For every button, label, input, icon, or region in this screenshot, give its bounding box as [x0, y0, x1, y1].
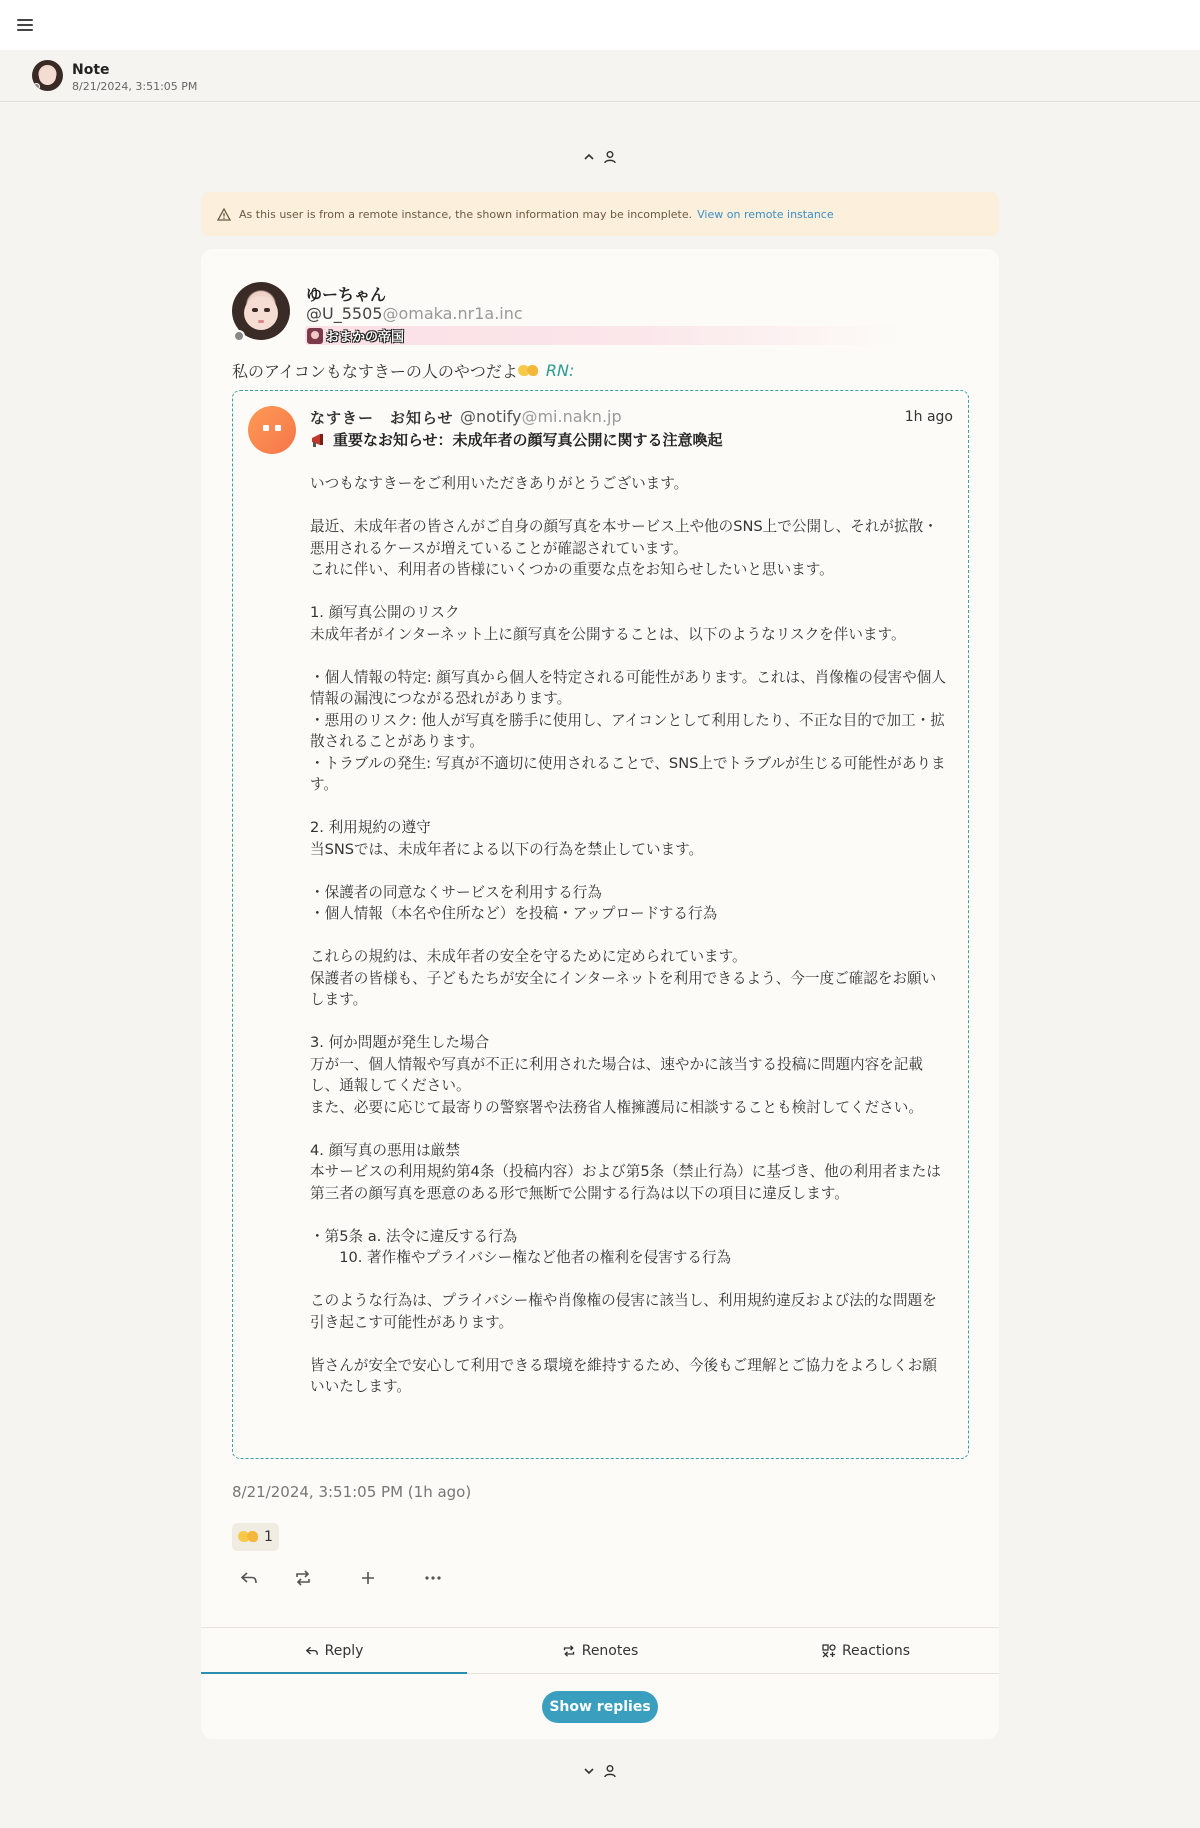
view-remote-link[interactable]: View on remote instance [697, 207, 834, 221]
repeat-icon [562, 1645, 576, 1657]
tab-label: Reply [324, 1642, 364, 1659]
more-dots-icon [424, 1575, 442, 1581]
author-handle[interactable] [306, 304, 523, 323]
top-bar [0, 0, 1200, 50]
note-body: 私のアイコンもなすきーの人のやつだよ [232, 362, 518, 381]
renote-button[interactable] [270, 1563, 335, 1593]
menu-icon[interactable] [17, 17, 33, 33]
tab-reactions[interactable] [733, 1628, 999, 1673]
user-icon [603, 150, 617, 164]
handle-host: @omaka.nr1a.inc [382, 304, 523, 323]
plus-icon [360, 1570, 376, 1586]
quote-author-name[interactable]: なすきー お知らせ [310, 409, 454, 427]
note-text [232, 359, 574, 382]
reaction-button[interactable] [232, 1523, 279, 1551]
tab-renotes[interactable] [467, 1628, 733, 1673]
tab-label: Renotes [581, 1642, 639, 1659]
heart-hands-emoji-icon [518, 364, 540, 378]
status-dot [233, 330, 245, 342]
note-tabs [201, 1627, 999, 1674]
note-date[interactable]: 8/21/2024, 3:51:05 PM (1h ago) [232, 1483, 472, 1501]
reaction-count: 1 [264, 1529, 273, 1545]
warning-icon [217, 208, 231, 221]
megaphone-icon [310, 432, 330, 448]
quote-headline-text: 重要なお知らせ：未成年者の顔写真公開に関する注意喚起 [333, 431, 723, 449]
add-reaction-button[interactable] [335, 1563, 400, 1593]
quote-body: いつもなすきーをご利用いただきありがとうございます。 最近、未成年者の皆さんがご自身の顔写真を本サービス上や他のSNS上で公開し、それが拡散・悪用されるケースが増えていることが確認されています。 これに伴い、利用者の皆様にいくつかの重要な点をお知らせしたいと思います。 1. 顔写真公開のリスク 未成年者がインターネット上に顔写真を公開することは、以下のようなリスクを伴います。 ・個人情報の特定: 顔写真から個人を特定される可能性があります。これは、肖像権の侵害や個人情報の漏洩につながる恐れがあります。 ・悪用のリスク: 他人が写真を勝手に使用し、アイコンとして利用したり、不正な目的で加工・拡散されることがあります。 ・トラブルの発生: 写真が不適切に使用されることで、SNS上でトラブルが生じる可能性があります。 2. 利用規約の遵守 当SNSでは、未成年者による以下の行為を禁止しています。 ・保護者の同意なくサービスを利用する行為 ・個人情報（本名や住所など）を投稿・アップロードする行為 これらの規約は、未成年者の安全を守るために定められています。 保護者の皆様も、子どもたちが安全にインターネットを利用できるよう、今一度ご確認をお願いします。 3. 何か問題が発生した場合 万が一、個人情報や写真が不正に利用された場合は、速やかに該当する投稿に問題内容を記載し、通報してください。 また、必要に応じて最寄りの警察署や法務省人権擁護局に相談することも検討してください。 4. 顔写真の悪用は厳禁 本サービスの利用規約第4条（投稿内容）および第5条（禁止行為）に基づき、他の利用者または第三者の顔写真を悪意のある形で無断で公開する行為は以下の項目に違反します。 ・第5条 a. 法令に違反する行為 10. 著作権やプライバシー権など他者の権利を侵害する行為 このような行為は、プライバシー権や肖像権の侵害に該当し、利用規約違反および法的な問題を引き起こす可能性があります。 皆さんが安全で安心して利用できる環境を維持するため、今後もご理解とご協力をよろしくお願いいたします。 [310, 475, 946, 1395]
page-title: Note [72, 62, 110, 78]
heart-hands-emoji-icon [238, 1530, 260, 1544]
more-button[interactable] [400, 1563, 465, 1593]
instance-icon [307, 328, 323, 344]
quote-headline [310, 429, 723, 450]
handle-host: @mi.nakn.jp [521, 407, 622, 426]
chevron-down-icon [583, 1765, 595, 1777]
note-actions [232, 1563, 465, 1593]
instance-name: おまかの帝国 [326, 330, 405, 345]
handle-user: @notify [460, 407, 522, 426]
page-date: 8/21/2024, 3:51:05 PM [72, 80, 198, 93]
show-replies-button[interactable]: Show replies [542, 1691, 658, 1723]
chevron-up-icon [583, 151, 595, 163]
notice-text: As this user is from a remote instance, the shown information may be incomplete. [239, 207, 693, 221]
quote-author-handle[interactable] [460, 407, 622, 426]
rn-label: RN: [545, 361, 575, 380]
author-name[interactable]: ゆーちゃん [306, 285, 387, 304]
tab-reply[interactable] [201, 1628, 467, 1673]
reply-icon [240, 1570, 258, 1586]
reply-icon [305, 1645, 319, 1657]
quote-avatar[interactable] [248, 406, 296, 454]
avatar[interactable] [32, 60, 63, 91]
page-header [0, 50, 1200, 102]
quote-time[interactable]: 1h ago [904, 409, 953, 425]
remote-instance-notice [201, 192, 999, 236]
handle-user: @U_5505 [306, 304, 383, 323]
user-icon [603, 1764, 617, 1778]
previous-note-nav[interactable] [583, 150, 617, 164]
status-dot [33, 83, 40, 90]
next-note-nav[interactable] [583, 1764, 617, 1778]
quoted-note[interactable] [232, 390, 969, 1459]
tab-label: Reactions [841, 1642, 911, 1659]
note-card [201, 249, 999, 1739]
reactions-icon [822, 1644, 836, 1658]
instance-ticker[interactable] [305, 326, 901, 345]
reply-button[interactable] [232, 1563, 270, 1593]
repeat-icon [294, 1570, 312, 1586]
